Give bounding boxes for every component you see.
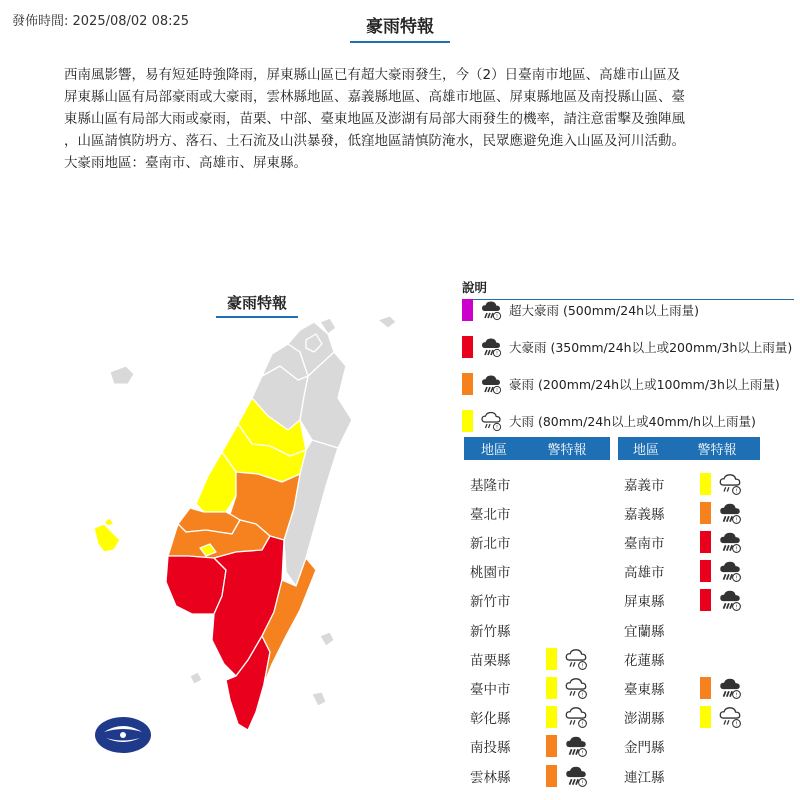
region-name: 宜蘭縣 [624,623,665,640]
table-row [624,644,700,673]
warning-swatch-heavy [546,706,557,728]
svg-text:!: ! [581,663,584,670]
taiwan-warning-map [0,260,460,800]
rain-heavy-icon [717,675,743,701]
table-header-left [464,437,610,460]
svg-text:!: ! [735,604,738,611]
warning-swatch-heavy [700,473,711,495]
region-name: 南投縣 [470,740,511,757]
svg-text:!: ! [495,313,499,320]
region-name: 臺北市 [470,506,511,523]
legend-label: 豪雨 (200mm/24h以上或100mm/3h以上雨量) [509,377,780,392]
island-outlying [320,632,334,646]
region-name: 基隆市 [470,477,511,494]
warning-swatch-torrential [546,765,557,787]
region-name: 桃園市 [470,565,511,582]
legend-item-heavy [462,408,756,434]
table-row [470,527,546,556]
region-臺南市 [166,556,226,614]
column-warning: 警特報 [697,443,737,458]
map-title: 豪雨特報 [216,292,298,318]
table-row [624,527,743,556]
table-row [470,586,546,615]
region-name: 屏東縣 [624,594,665,611]
region-澎湖縣 [94,524,120,552]
region-name: 金門縣 [624,740,665,757]
svg-text:!: ! [581,721,584,728]
table-row [470,498,546,527]
warning-swatch-torrential [700,502,711,524]
svg-text:!: ! [495,350,499,357]
table-row [624,703,743,732]
svg-text:!: ! [495,424,499,431]
rain-light-icon [563,646,589,672]
region-name: 花蓮縣 [624,652,665,669]
rain-heavy-icon [717,500,743,526]
svg-text:!: ! [581,750,584,757]
legend-swatch [462,373,473,395]
svg-text:!: ! [735,692,738,699]
rain-light-icon [563,704,589,730]
table-row [624,673,743,702]
table-row [470,761,589,790]
legend-item-super_torrential [462,297,699,323]
rain-heavy-icon [717,529,743,555]
svg-text:!: ! [735,721,738,728]
page-title: 豪雨特報 [350,12,450,43]
warning-swatch-heavy [546,648,557,670]
rain-light-icon [563,675,589,701]
description-line: ，山區請慎防坍方、落石、土石流及山洪暴發，低窪地區請慎防淹水，民眾應避免進入山區及河川活動。 [64,133,685,149]
description-line: 東縣山區有局部大雨或豪雨，苗栗、中部、臺東地區及澎湖有局部大雨發生的機率，請注意雷擊及強陣風 [64,111,685,127]
rain-light-icon [717,471,743,497]
region-name: 臺東縣 [624,681,665,698]
warning-swatch-extremely_torrential [700,531,711,553]
warning-swatch-torrential [700,677,711,699]
table-row [624,761,700,790]
svg-text:!: ! [735,487,738,494]
warning-swatch-torrential [546,735,557,757]
cwa-logo [94,716,152,754]
svg-text:!: ! [735,546,738,553]
island-outlying [312,692,326,706]
region-name: 澎湖縣 [624,711,665,728]
svg-text:!: ! [735,575,738,582]
column-warning: 警特報 [547,443,587,458]
region-name: 嘉義縣 [624,506,665,523]
table-row [470,673,589,702]
warning-swatch-heavy [700,706,711,728]
legend-swatch [462,299,473,321]
table-row [624,732,700,761]
region-name: 嘉義市 [624,477,665,494]
column-region: 地區 [480,443,507,458]
warning-swatch-heavy [546,677,557,699]
legend-swatch [462,410,473,432]
table-row [624,586,743,615]
island-outlying [190,672,202,684]
legend-heading: 說明 [462,278,794,300]
rain-heavy-icon [563,763,589,789]
rain-heavy-icon [479,298,503,322]
table-header-right [618,437,760,460]
region-name: 彰化縣 [470,711,511,728]
region-name: 高雄市 [624,565,665,582]
legend-label: 大雨 (80mm/24h以上或40mm/h以上雨量) [509,414,756,429]
table-row [470,615,546,644]
table-row [624,615,700,644]
rain-light-icon [479,409,503,433]
region-name: 苗栗縣 [470,652,511,669]
region-name: 新竹市 [470,594,511,611]
description-line: 屏東縣山區有局部豪雨或大豪雨，雲林縣地區、嘉義縣地區、高雄市地區、屏東縣地區及南投縣山區、臺 [64,89,685,105]
region-name: 連江縣 [624,769,665,786]
rain-heavy-icon [479,372,503,396]
rain-heavy-icon [479,335,503,359]
table-row [470,732,589,761]
rain-light-icon [717,704,743,730]
island-outlying [110,366,134,384]
table-row [470,644,589,673]
svg-text:!: ! [581,779,584,786]
region-name: 臺中市 [470,681,511,698]
description-line: 大豪雨地區：臺南市、高雄市、屏東縣。 [64,155,307,171]
legend-label: 超大豪雨 (500mm/24h以上雨量) [509,303,699,318]
rain-heavy-icon [563,733,589,759]
issued-time: 發佈時間: 2025/08/02 08:25 [12,14,190,29]
island-outlying [378,316,396,328]
column-region: 地區 [632,443,659,458]
warning-description [64,64,740,174]
region-name: 新竹縣 [470,623,511,640]
svg-text:!: ! [581,692,584,699]
table-row [624,557,743,586]
legend-label: 大豪雨 (350mm/24h以上或200mm/3h以上雨量) [509,340,793,355]
rain-heavy-icon [717,587,743,613]
table-row [470,703,589,732]
table-row [624,498,743,527]
region-name: 臺南市 [624,535,665,552]
svg-text:!: ! [735,517,738,524]
legend-item-extremely_torrential [462,334,792,360]
table-row [470,469,546,498]
description-line: 西南風影響，易有短延時強降雨，屏東縣山區已有超大豪雨發生，今（2）日臺南市地區、高雄市山區及 [64,67,681,83]
legend-swatch [462,336,473,358]
table-row [470,557,546,586]
svg-text:!: ! [495,387,499,394]
region-name: 新北市 [470,535,511,552]
table-row [624,469,743,498]
legend-item-torrential [462,371,780,397]
region-name: 雲林縣 [470,769,511,786]
rain-heavy-icon [717,558,743,584]
warning-swatch-extremely_torrential [700,589,711,611]
warning-swatch-extremely_torrential [700,560,711,582]
